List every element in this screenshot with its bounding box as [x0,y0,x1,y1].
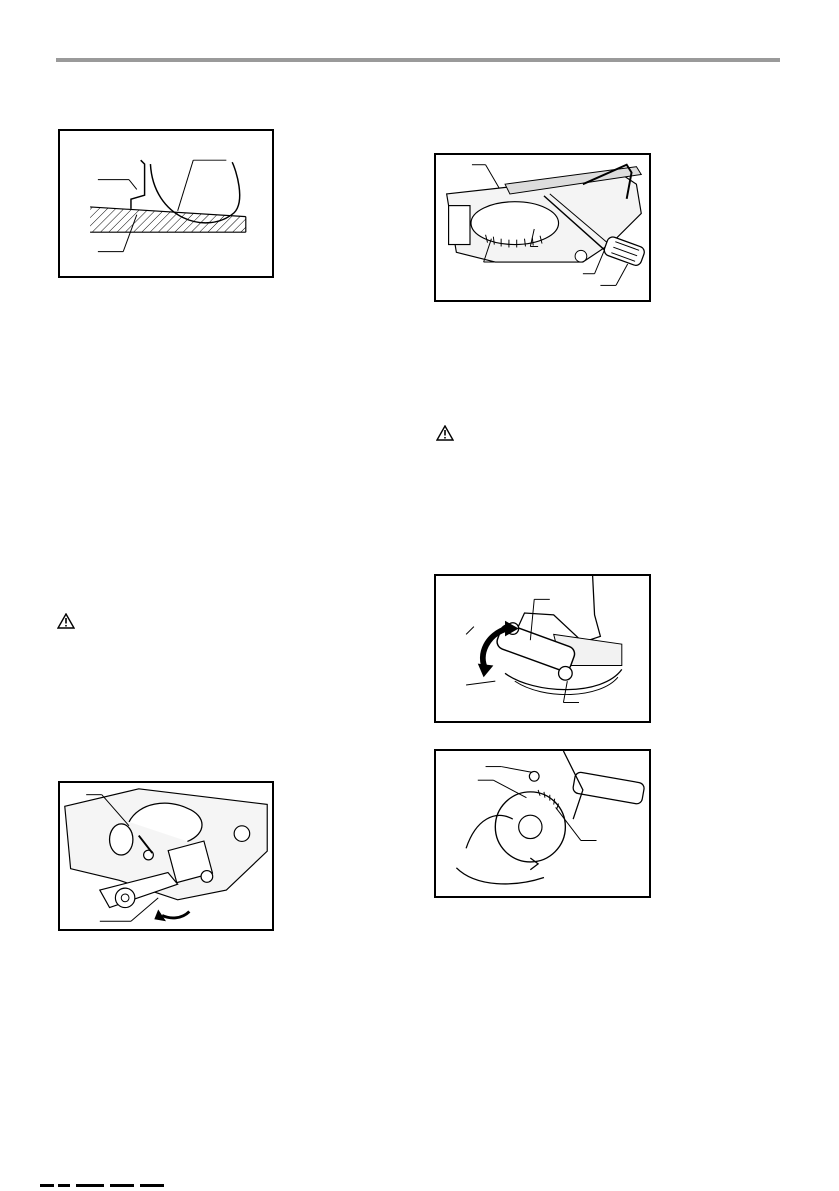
crop-mark [110,1184,134,1187]
figure-blade-guard-adjustment [58,781,274,931]
crop-mark [140,1184,164,1187]
figure-fence-blade-clearance [58,129,274,278]
crop-mark [76,1184,104,1187]
crop-mark [40,1184,54,1187]
figure-bevel-scale-pointer [434,749,651,898]
figure-turn-base-miter-scale [434,153,651,302]
warning-triangle-icon [436,425,454,441]
footer-crop-marks [0,1184,839,1191]
header-rule [56,58,780,62]
figure-bevel-lock-lever [434,574,651,723]
warning-triangle-icon [57,613,75,629]
crop-mark [58,1184,70,1187]
